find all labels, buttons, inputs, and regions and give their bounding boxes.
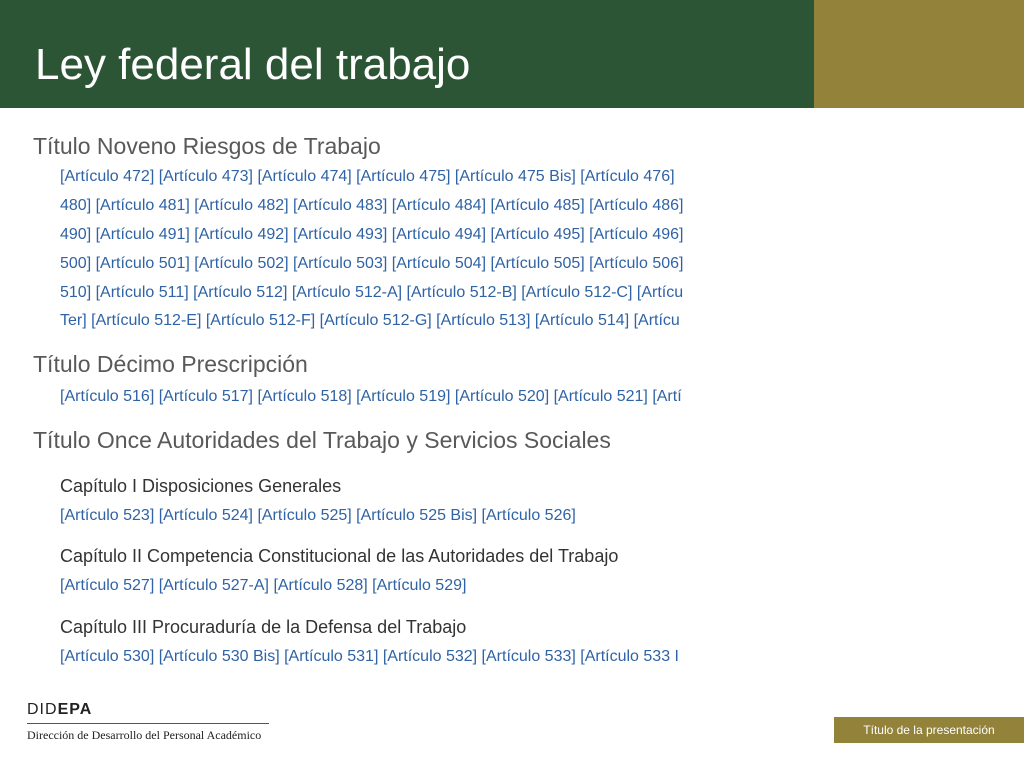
article-links-line[interactable]: 500] [Artículo 501] [Artículo 502] [Artículo 503] [Artículo 504] [Artículo 505] [Artículo 506] — [60, 255, 684, 272]
chapter-heading-capitulo-iii: Capítulo III Procuraduría de la Defensa del Trabajo — [60, 617, 467, 637]
presentation-title-tag: Título de la presentación — [834, 717, 1024, 743]
article-links-line[interactable]: Ter] [Artículo 512-E] [Artículo 512-F] [Artículo 512-G] [Artículo 513] [Artículo 514] [Artícu — [60, 312, 680, 329]
logo-wordmark: DIDEPA — [27, 701, 93, 718]
header-accent-block — [814, 0, 1024, 108]
article-links-line[interactable]: [Artículo 516] [Artículo 517] [Artículo 518] [Artículo 519] [Artículo 520] [Artículo 521] [Artí — [60, 388, 682, 405]
chapter-heading-capitulo-ii: Capítulo II Competencia Constitucional de las Autoridades del Trabajo — [60, 546, 619, 566]
logo-divider — [27, 723, 269, 724]
chapter-heading-capitulo-i: Capítulo I Disposiciones Generales — [60, 476, 342, 496]
article-links-line[interactable]: [Artículo 472] [Artículo 473] [Artículo 474] [Artículo 475] [Artículo 475 Bis] [Artículo 476] — [60, 168, 675, 185]
article-links-line[interactable]: [Artículo 527] [Artículo 527-A] [Artículo 528] [Artículo 529] — [60, 577, 467, 594]
section-heading-titulo-noveno: Título Noveno Riesgos de Trabajo — [33, 133, 381, 159]
didepa-logo — [27, 700, 269, 743]
slide-title: Ley federal del trabajo — [35, 40, 471, 89]
article-links-line[interactable]: 510] [Artículo 511] [Artículo 512] [Artículo 512-A] [Artículo 512-B] [Artículo 512-C] [Artícu — [60, 284, 684, 301]
article-links-line[interactable]: [Artículo 530] [Artículo 530 Bis] [Artículo 531] [Artículo 532] [Artículo 533] [Artículo 533 I — [60, 648, 679, 665]
article-links-line[interactable]: 490] [Artículo 491] [Artículo 492] [Artículo 493] [Artículo 494] [Artículo 495] [Artículo 496] — [60, 226, 684, 243]
section-heading-titulo-once: Título Once Autoridades del Trabajo y Servicios Sociales — [33, 427, 611, 453]
section-heading-titulo-decimo: Título Décimo Prescripción — [33, 351, 308, 377]
article-links-line[interactable]: [Artículo 523] [Artículo 524] [Artículo 525] [Artículo 525 Bis] [Artículo 526] — [60, 507, 576, 524]
article-links-line[interactable]: 480] [Artículo 481] [Artículo 482] [Artículo 483] [Artículo 484] [Artículo 485] [Artículo 486] — [60, 197, 684, 214]
logo-subtitle: Dirección de Desarrollo del Personal Académico — [27, 728, 262, 742]
